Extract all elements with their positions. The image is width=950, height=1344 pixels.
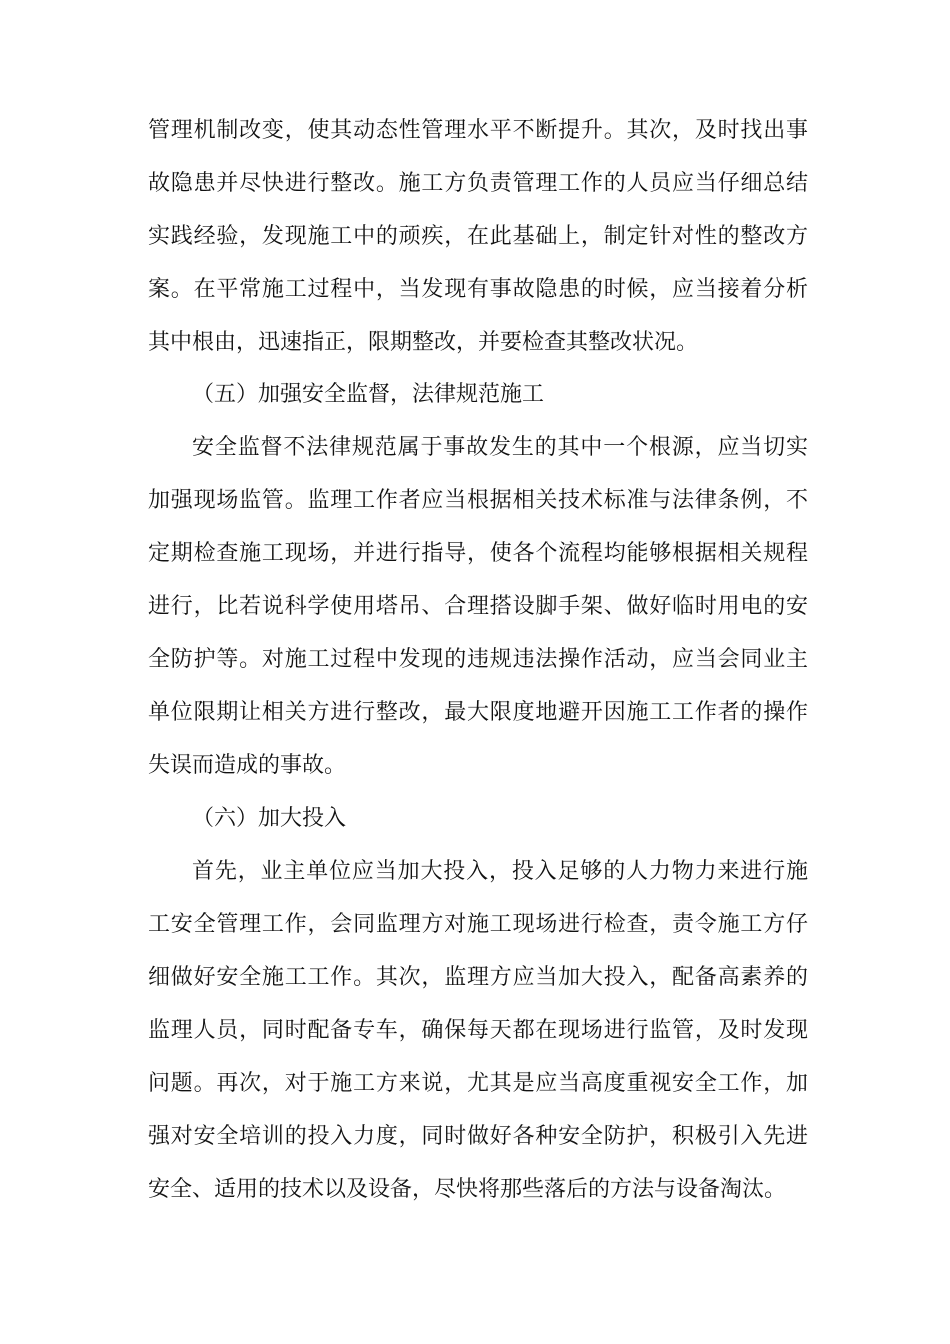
text-line: 管理机制改变，使其动态性管理水平不断提升。其次，及时找出事	[148, 118, 808, 143]
text-line: 问题。再次，对于施工方来说，尤其是应当高度重视安全工作，加	[148, 1071, 808, 1096]
text-line: 实践经验，发现施工中的顽疾，在此基础上，制定针对性的整改方	[148, 224, 808, 249]
text-line: 定期检查施工现场，并进行指导，使各个流程均能够根据相关规程	[148, 541, 808, 566]
text-line: 案。在平常施工过程中，当发现有事故隐患的时候，应当接着分析	[148, 277, 808, 302]
text-line: 监理人员，同时配备专车，确保每天都在现场进行监管，及时发现	[148, 1018, 808, 1043]
text-line: 单位限期让相关方进行整改，最大限度地避开因施工工作者的操作	[148, 700, 808, 725]
text-line: 全防护等。对施工过程中发现的违规违法操作活动，应当会同业主	[148, 647, 808, 672]
text-line: 故隐患并尽快进行整改。施工方负责管理工作的人员应当仔细总结	[148, 171, 808, 196]
text-line: 强对安全培训的投入力度，同时做好各种安全防护，积极引入先进	[148, 1124, 808, 1149]
text-line: 安全、适用的技术以及设备，尽快将那些落后的方法与设备淘汰。	[148, 1177, 787, 1202]
text-line: 加强现场监管。监理工作者应当根据相关技术标准与法律条例，不	[148, 488, 808, 513]
text-line: 失误而造成的事故。	[148, 753, 347, 778]
text-line: 细做好安全施工工作。其次，监理方应当加大投入，配备高素养的	[148, 965, 808, 990]
text-line: 安全监督不法律规范属于事故发生的其中一个根源，应当切实	[192, 435, 808, 460]
text-line: 进行，比若说科学使用塔吊、合理搭设脚手架、做好临时用电的安	[148, 594, 808, 619]
text-line: 工安全管理工作，会同监理方对施工现场进行检查，责令施工方仔	[148, 912, 808, 937]
text-line: 首先，业主单位应当加大投入，投入足够的人力物力来进行施	[192, 859, 808, 884]
section-heading-5: （五）加强安全监督，法律规范施工	[192, 382, 545, 407]
section-heading-6: （六）加大投入	[192, 806, 347, 831]
text-line: 其中根由，迅速指正，限期整改，并要检查其整改状况。	[148, 330, 699, 355]
